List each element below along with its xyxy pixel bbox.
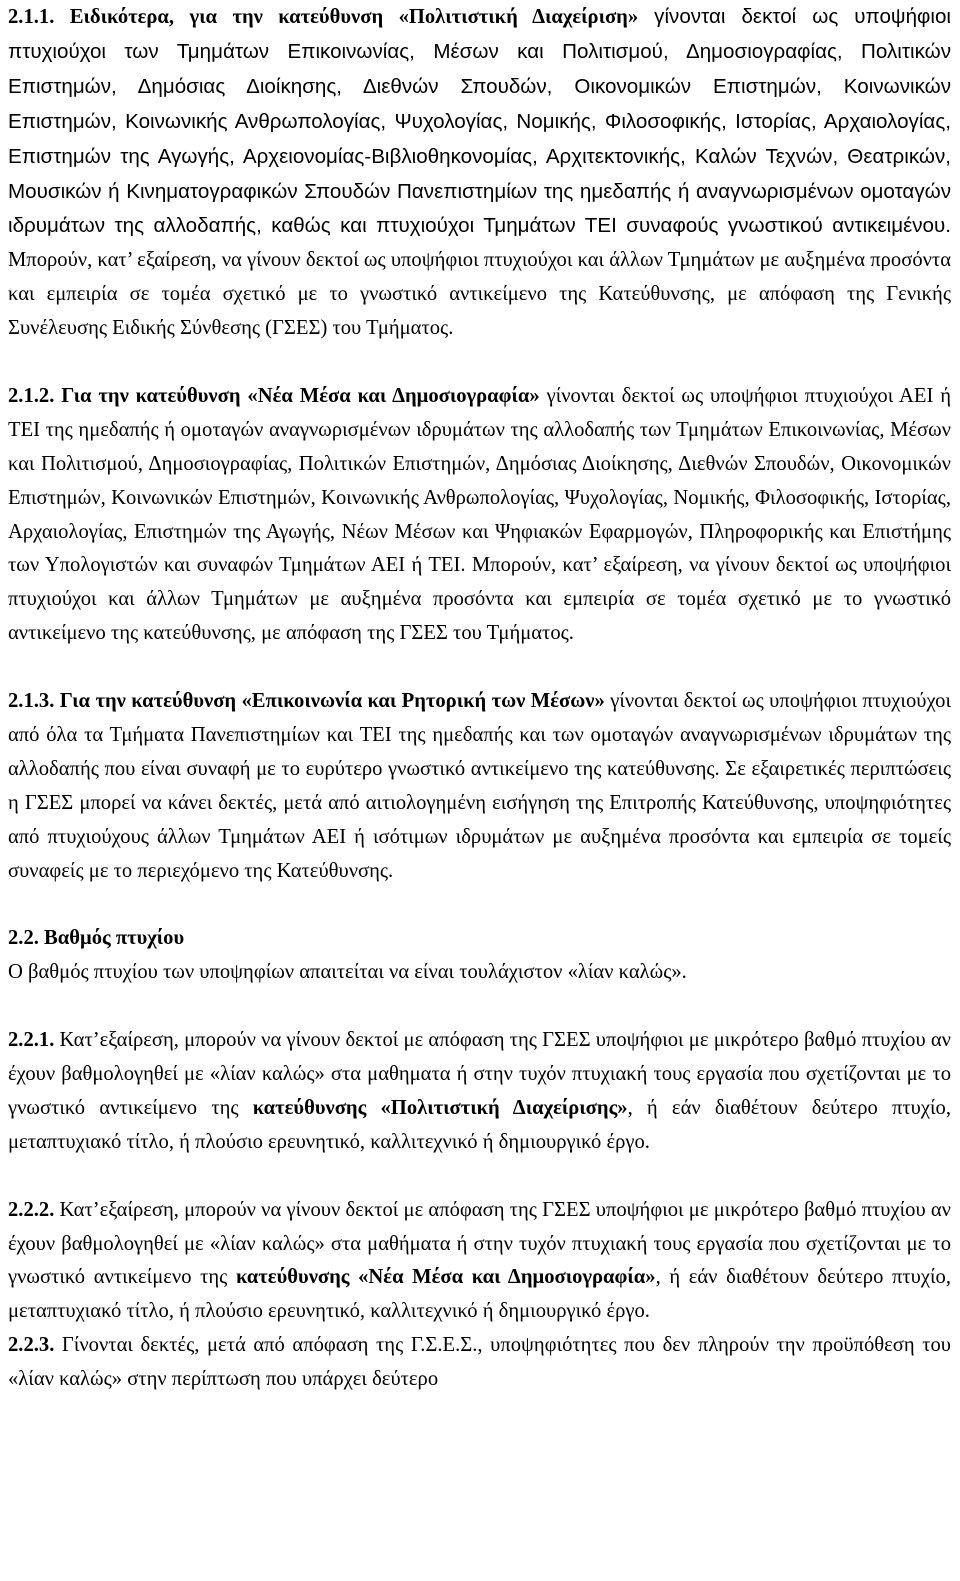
paragraph-2-2 <box>8 956 951 990</box>
paragraph-body-continued: Μπορούν, κατ’ εξαίρεση, να γίνουν δεκτοί ως υποψήφιοι πτυχιούχοι και άλλων Τμημάτων με αυξημένα προσόντα και εμπειρία σε τομέα σχετικό με το γνωστικό αντικείμενο της Κατεύθυνσης, με απόφαση της Γενικής Συνέλευσης Ειδικής Σύνθεσης (ΓΣΕΣ) του Τμήματος. <box>8 249 951 340</box>
paragraph-body: Κατ’εξαίρεση, μπορούν να γίνουν δεκτοί με απόφαση της ΓΣΕΣ υποψήφιοι με μικρότερο βαθμό πτυχίου αν έχουν βαθμολογηθεί με «λίαν καλώς» στα μαθήματα ή στην τυχόν πτυχιακή τους εργασία που σχετίζονται με το γνωστικό αντικείμενο της <box>8 1198 951 1289</box>
document-page <box>8 0 951 1397</box>
paragraph-2-2-3 <box>8 1329 951 1397</box>
paragraph-2-2-2 <box>8 1194 951 1330</box>
paragraph-body-continued: , ή εάν διαθέτουν δεύτερο πτυχίο, μεταπτυχιακό τίτλο, ή πλούσιο ερευνητικό, καλλιτεχνικό ή δημιουργικό έργο. <box>8 1266 951 1323</box>
paragraph-body: Κατ’εξαίρεση, μπορούν να γίνουν δεκτοί με απόφαση της ΓΣΕΣ υποψήφιοι με μικρότερο βαθμό πτυχίου αν έχουν βαθμολογηθεί με «λίαν καλώς» στα μαθηματα ή στην τυχόν πτυχιακή τους εργασία που σχετίζονται με το γνωστικό αντικείμενο της <box>8 1029 951 1119</box>
section-number: 2.2.1. <box>8 1029 55 1052</box>
paragraph-bold-phrase: κατεύθυνσης «Πολιτιστική Διαχείρισης» <box>252 1096 628 1119</box>
paragraph-gap <box>8 651 951 685</box>
heading-2-2 <box>8 922 951 956</box>
section-lead: 2.1.2. Για την κατεύθυνση «Νέα Μέσα και Δημοσιογραφία» <box>8 384 540 407</box>
paragraph-body: γίνονται δεκτοί ως υποψήφιοι πτυχιούχοι των Τμημάτων Επικοινωνίας, Μέσων και Πολιτισμού, Δημοσιογραφίας, Πολιτικών Επιστημών, Δημόσιας Διοίκησης, Διεθνών Σπουδών, Οικονομικών Επιστημών, Κοινωνικών Επιστημών, Κοινωνικής Ανθρωπολογίας, Ψυχολογίας, Νομικής, Φιλοσοφικής, Ιστορίας, Αρχαιολογίας, Επιστημών της Αγωγής, Αρχειονομίας-Βιβλιοθηκονομίας, Αρχιτεκτονικής, Καλών Τεχνών, Θεατρικών, Μουσικών ή Κινηματογραφικών Σπουδών Πανεπιστημίων της ημεδαπής ή αναγνωρισμένων ομοταγών ιδρυμάτων της αλλοδαπής, καθώς και πτυχιούχοι Τμημάτων ΤΕΙ συναφούς γνωστικού αντικειμένου. <box>8 5 952 238</box>
paragraph-gap <box>8 346 951 380</box>
section-number: 2.2.2. <box>8 1198 55 1221</box>
paragraph-bold-phrase: κατεύθυνσης «Νέα Μέσα και Δημοσιογραφία» <box>235 1266 656 1289</box>
paragraph-body: γίνονται δεκτοί ως υποψήφιοι πτυχιούχοι από όλα τα Τμήματα Πανεπιστημίων και ΤΕΙ της ημεδαπής και των ομοταγών αναγνωρισμένων ιδρυμάτων της αλλοδαπής που είναι συναφή με το ευρύτερο γνωστικό αντικείμενο της κατεύθυνσης. Σε εξαιρετικές περιπτώσεις η ΓΣΕΣ μπορεί να κάνει δεκτές, μετά από αιτιολογημένη εισήγηση της Επιτροπής Κατεύθυνσης, υποψηφιότητες από πτυχιούχους άλλων Τμημάτων ΑΕΙ ή ισότιμων ιδρυμάτων με αυξημένα προσόντα και εμπειρία σε τομείς συναφείς με το περιεχόμενο της Κατεύθυνσης. <box>8 690 951 882</box>
section-number: 2.1.1. <box>8 6 70 28</box>
section-number: 2.2.3. <box>8 1334 55 1357</box>
paragraph-2-1-2 <box>8 380 951 651</box>
section-heading: 2.2. Βαθμός πτυχίου <box>8 927 185 950</box>
paragraph-body: γίνονται δεκτοί ως υποψήφιοι πτυχιούχοι ΑΕΙ ή ΤΕΙ της ημεδαπής ή ομοταγών αναγνωρισμένων ιδρυμάτων της αλλοδαπής των Τμημάτων Επικοινωνίας, Μέσων και Πολιτισμού, Δημοσιογραφίας, Πολιτικών Επιστημών, Δημόσιας Διοίκησης, Διεθνών Σπουδών, Οικονομικών Επιστημών, Κοινωνικών Επιστημών, Κοινωνικής Ανθρωπολογίας, Ψυχολογίας, Νομικής, Φιλοσοφικής, Ιστορίας, Αρχαιολογίας, Επιστημών της Αγωγής, Νέων Μέσων και Ψηφιακών Εφαρμογών, Πληροφορικής και Επιστήμης των Υπολογιστών και συναφών Τμημάτων ΑΕΙ ή ΤΕΙ. Μπορούν, κατ’ εξαίρεση, να γίνουν δεκτοί ως υποψήφιοι πτυχιούχοι και άλλων Τμημάτων με αυξημένα προσόντα και εμπειρία σε τομέα σχετικό με το γνωστικό αντικείμενο της κατεύθυνσης, με απόφαση της ΓΣΕΣ του Τμήματος. <box>8 384 951 645</box>
paragraph-body: Γίνονται δεκτές, μετά από απόφαση της Γ.Σ.Ε.Σ., υποψηφιότητες που δεν πληρούν την προϋπόθεση του «λίαν καλώς» στην περίπτωση που υπάρχει δεύτερο <box>8 1334 951 1391</box>
paragraph-gap <box>8 889 951 923</box>
paragraph-2-1-3 <box>8 685 951 888</box>
paragraph-body: Ο βαθμός πτυχίου των υποψηφίων απαιτείται να είναι τουλάχιστον «λίαν καλώς». <box>8 961 687 984</box>
paragraph-gap <box>8 1160 951 1194</box>
paragraph-2-1-1 <box>8 0 951 346</box>
paragraph-2-2-1 <box>8 1024 951 1160</box>
paragraph-body-continued: , ή εάν διαθέτουν δεύτερο πτυχίο, μεταπτυχιακό τίτλο, ή πλούσιο ερευνητικό, καλλιτεχνικό ή δημιουργικό έργο. <box>8 1096 951 1153</box>
section-lead: 2.1.3. Για την κατεύθυνση «Επικοινωνία και Ρητορική των Μέσων» <box>8 690 605 713</box>
paragraph-gap <box>8 990 951 1024</box>
section-lead: Ειδικότερα, για την κατεύθυνση «Πολιτιστική Διαχείριση» <box>69 6 639 28</box>
